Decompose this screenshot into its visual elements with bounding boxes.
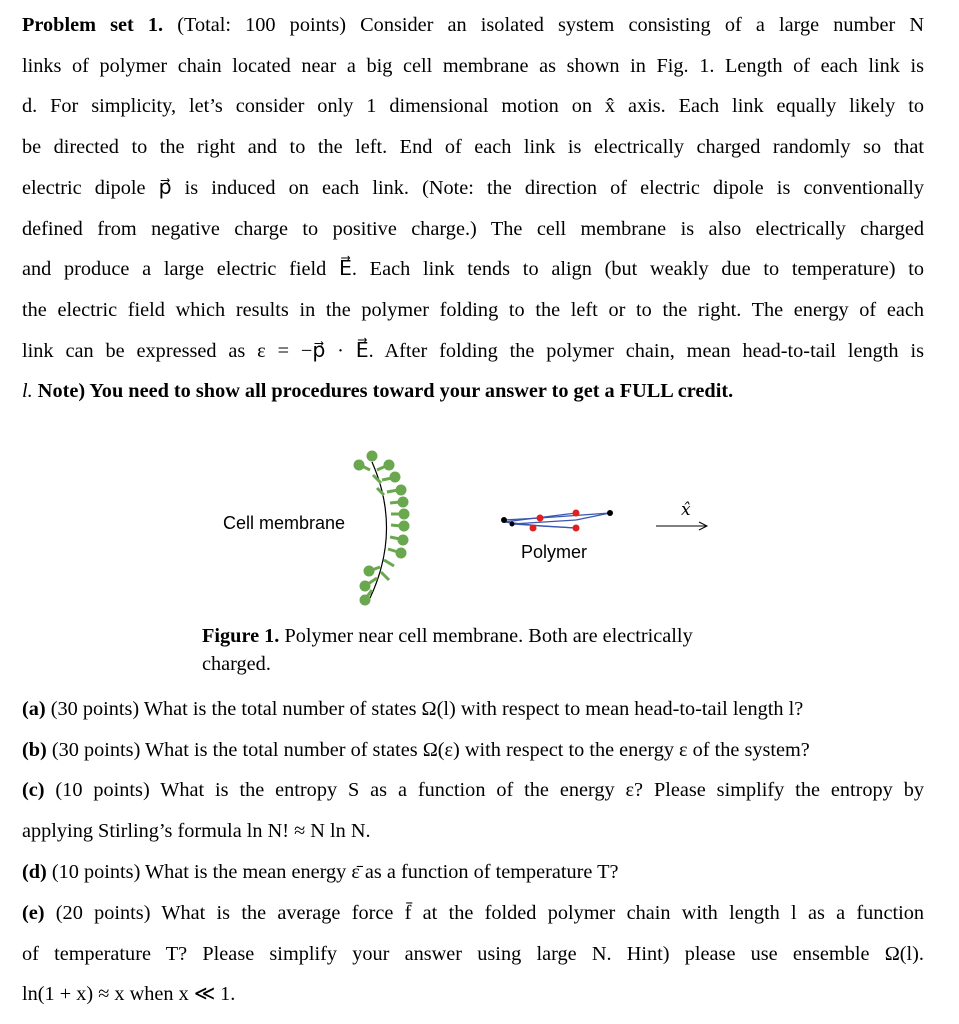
question-c-label: (c) <box>22 779 45 801</box>
problem-line-6: defined from negative charge to positive charge.) The cell membrane is also electrically charged <box>22 217 924 240</box>
question-b: (b) (30 points) What is the total number of states Ω(ε) with respect to the energy ε of the system? <box>22 739 810 761</box>
charge-neg <box>537 515 544 522</box>
axis-label: x̂ <box>681 500 691 520</box>
polymer-label: Polymer <box>521 542 588 562</box>
problem-line-7: and produce a large electric field E⃗. Each link tends to align (but weakly due to temperature) to <box>22 258 924 281</box>
cell-membrane <box>355 452 408 604</box>
x-axis-arrow <box>656 522 707 530</box>
polymer-chain <box>501 510 613 532</box>
charge-pos <box>607 510 613 516</box>
charge-neg <box>530 525 537 532</box>
question-d: (d) (10 points) What is the mean energy ε̄ as a function of temperature T? <box>22 861 619 883</box>
problem-line-1: Problem set 1. (Total: 100 points) Consider an isolated system consisting of a large number N <box>22 14 924 36</box>
problem-heading: Problem set 1. <box>22 14 164 36</box>
question-d-label: (d) <box>22 861 47 883</box>
charge-neg <box>573 525 580 532</box>
question-b-label: (b) <box>22 739 47 761</box>
charge-pos <box>501 517 507 523</box>
question-a: (a) (30 points) What is the total number of states Ω(l) with respect to mean head-to-tail length l? <box>22 698 804 720</box>
figure-caption: Figure 1. Polymer near cell membrane. Both are electrically charged. <box>202 625 693 675</box>
charge-neg <box>573 510 580 517</box>
question-e-label: (e) <box>22 902 45 924</box>
question-a-label: (a) <box>22 698 46 720</box>
problem-line-2: links of polymer chain located near a big cell membrane as shown in Fig. 1. Length of each link is <box>22 54 924 77</box>
membrane-label: Cell membrane <box>223 513 346 533</box>
credit-note: Note) You need to show all procedures toward your answer to get a FULL credit. <box>37 380 734 403</box>
question-c: (c) (10 points) What is the entropy S as a function of the energy ε? Please simplify the entropy by applying Stirling’s formula ln N! ≈ N ln N. <box>22 779 924 842</box>
membrane-arc <box>370 462 387 598</box>
problem-line-9: link can be expressed as ε = −p⃗ · E⃗. After folding the polymer chain, mean head-to-tail length is <box>22 339 924 362</box>
problem-line-3: d. For simplicity, let’s consider only 1 dimensional motion on x̂ axis. Each link equally likely to <box>22 95 924 118</box>
charge-pos <box>510 522 515 527</box>
problem-line-10: l. Note) You need to show all procedures toward your answer to get a FULL credit. <box>22 380 734 403</box>
question-e: (e) (20 points) What is the average force f̄ at the folded polymer chain with length l as a function of temperature T? Please simplify your answer using large N. Hint) please use ensemble Ω(l). ln(1 + x) ≈ x when x ≪ 1. <box>22 902 924 1006</box>
problem-line-8: the electric field which results in the polymer folding to the left or to the right. The energy of each <box>22 298 924 321</box>
problem-line-4: be directed to the right and to the left. End of each link is electrically charged randomly so that <box>22 136 924 159</box>
problem-line-5: electric dipole p⃗ is induced on each link. (Note: the direction of electric dipole is conventionally <box>22 176 924 199</box>
caption-label: Figure 1. <box>202 625 280 647</box>
